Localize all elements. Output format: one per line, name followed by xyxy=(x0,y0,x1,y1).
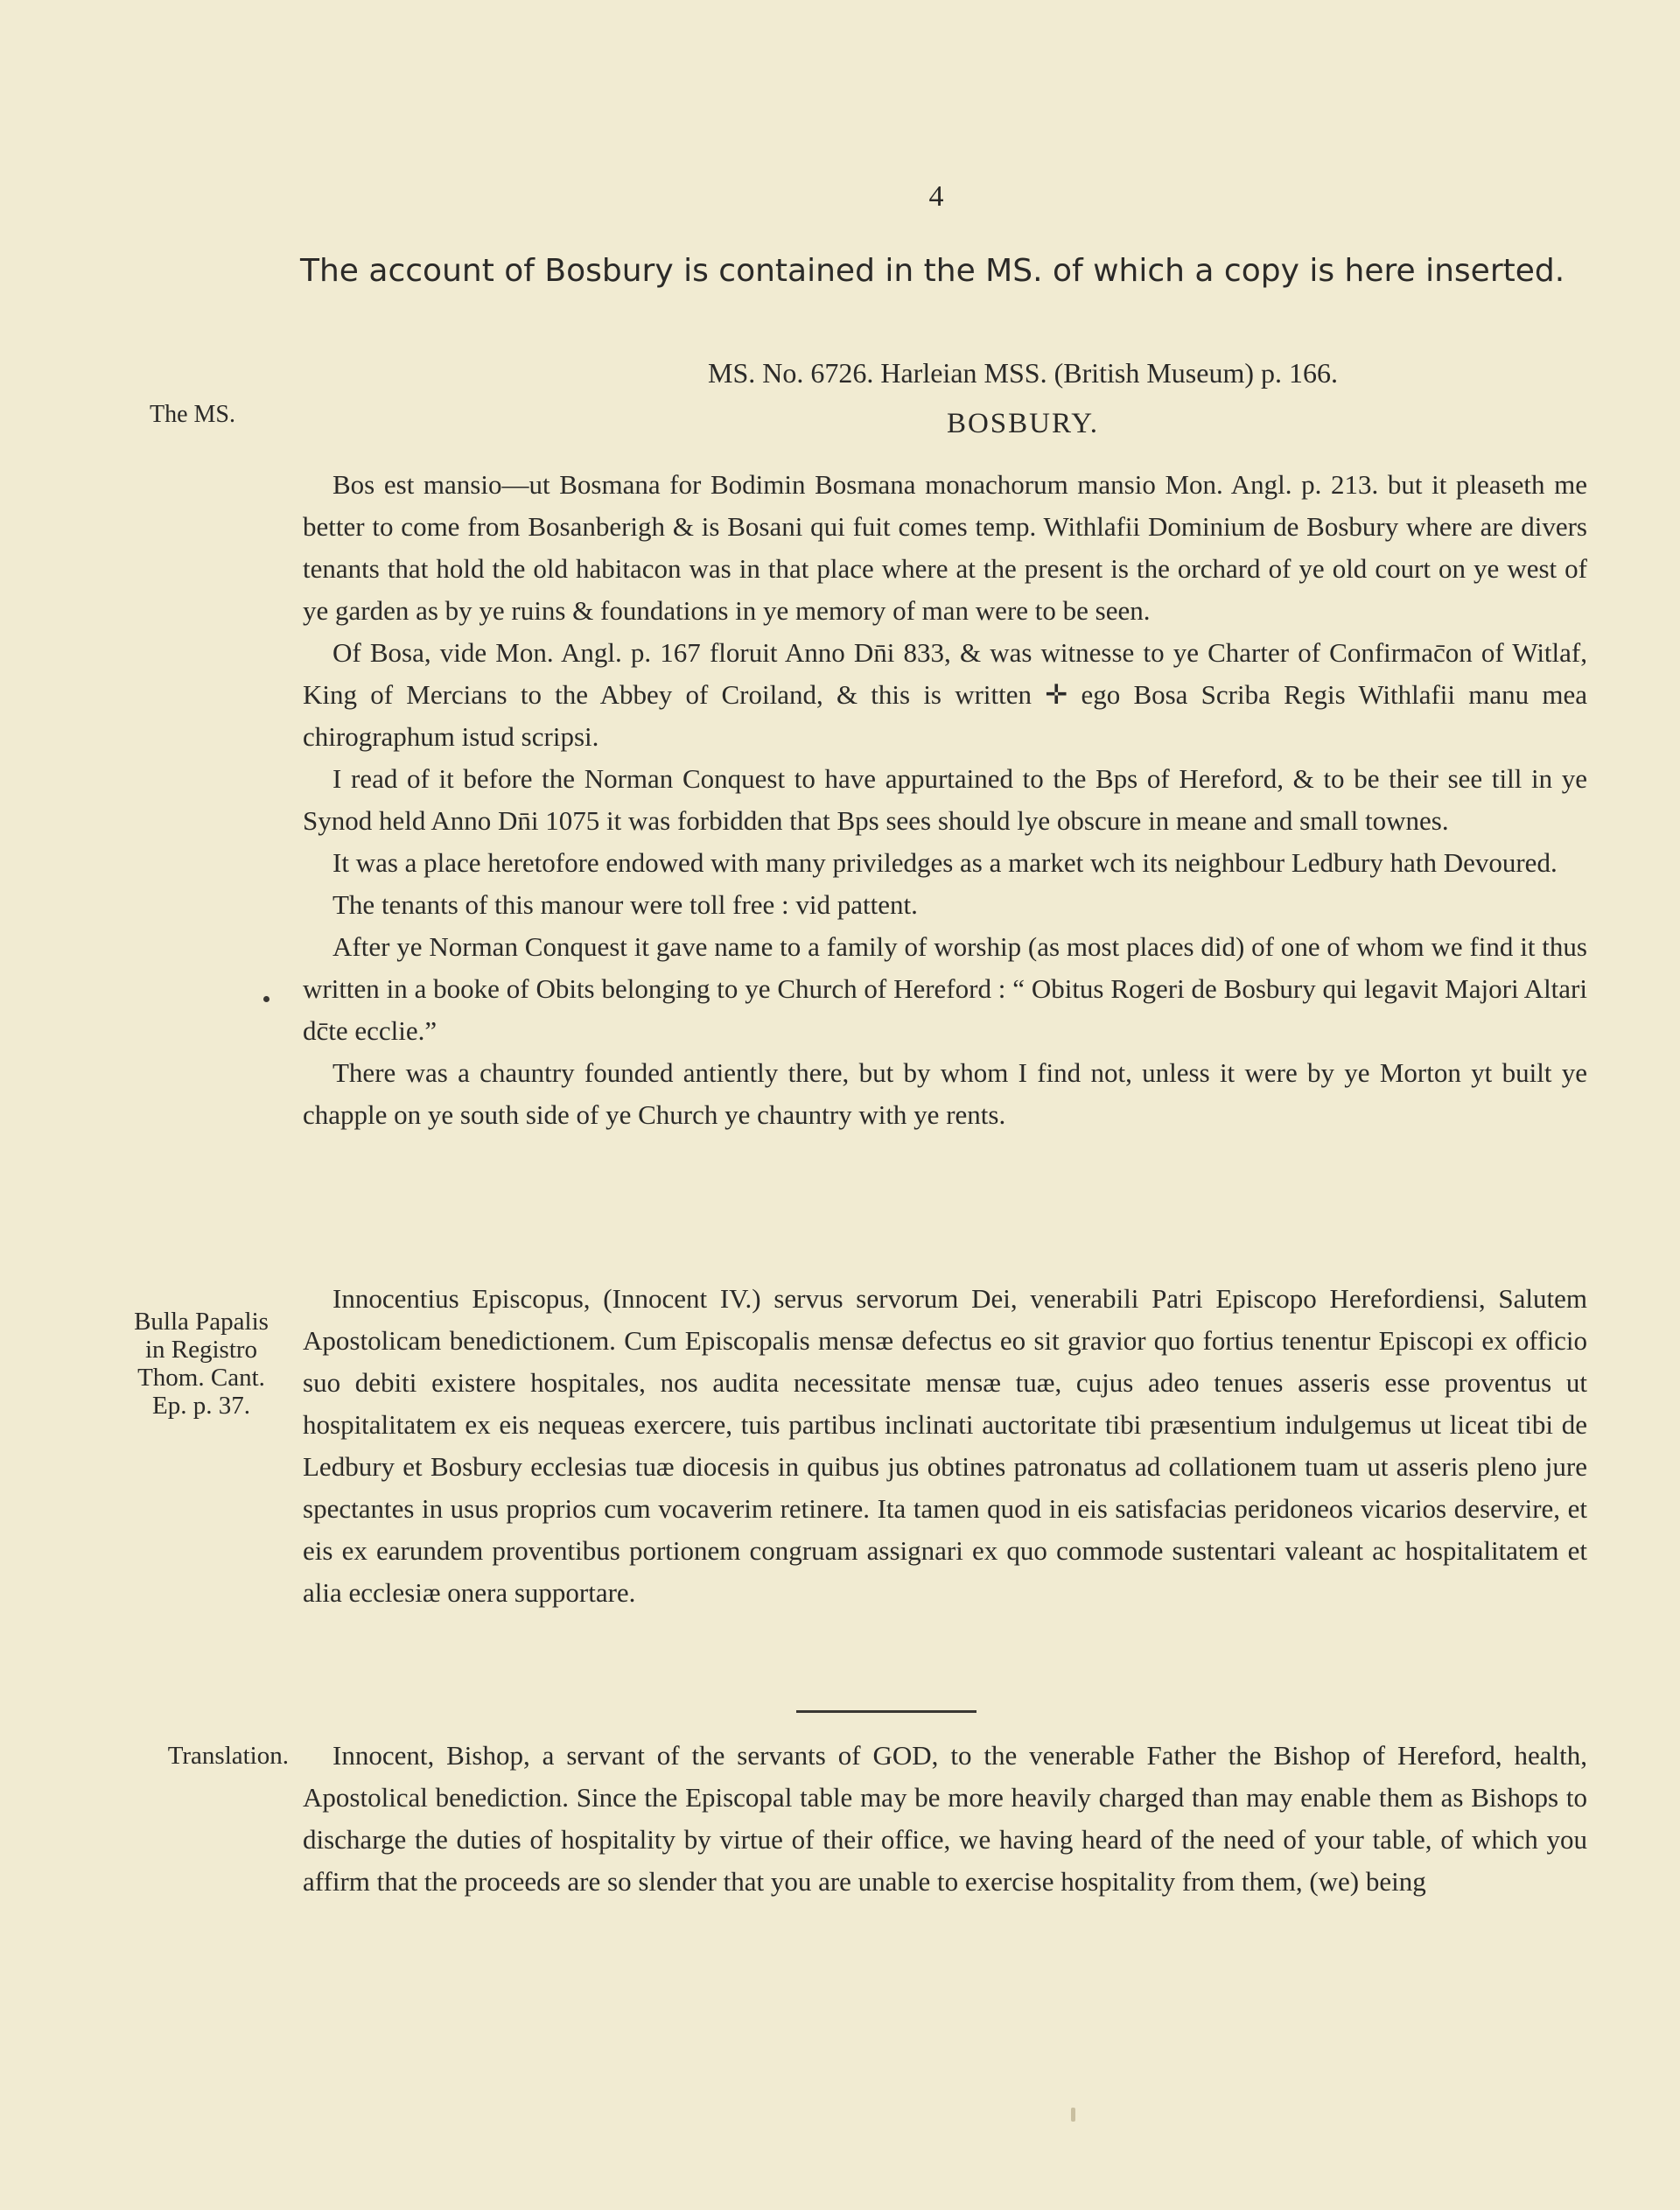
paragraph: There was a chauntry founded antiently there, but by whom I find not, unless it were by ye Morton yt built ye chapple on ye south side of ye Church ye chauntry with ye rents. xyxy=(303,1057,1587,1130)
section-divider xyxy=(796,1710,976,1713)
paragraph: It was a place heretofore endowed with many priviledges as a market wch its neighbour Ledbury hath Devoured. xyxy=(332,847,1558,878)
margin-note-line: Ep. p. 37. xyxy=(152,1392,250,1420)
manuscript-text xyxy=(303,464,1587,1136)
margin-note-line: in Registro xyxy=(144,1336,258,1364)
margin-note-translation: Translation. xyxy=(167,1742,289,1770)
manuscript-reference: MS. No. 6726. Harleian MSS. (British Museum) p. 166. xyxy=(708,357,1338,389)
margin-note-bulla xyxy=(105,1308,298,1420)
paragraph: Of Bosa, vide Mon. Angl. p. 167 floruit Anno Dn̄i 833, & was witnesse to ye Charter of Confirmac̄on of Witlaf, King of Mercians to the Abbey of Croiland, & this is written ✛ ego Bosa Scriba Regis Withlafii manu mea chirographum istud scripsi. xyxy=(303,637,1587,752)
paragraph: I read of it before the Norman Conquest to have appurtained to the Bps of Hereford, & to be their see till in ye Synod held Anno Dn̄i 1075 it was forbidden that Bps sees should lye obscure in meane and small townes. xyxy=(303,763,1587,836)
margin-note-line: Thom. Cant. xyxy=(137,1364,265,1392)
translation-text xyxy=(303,1735,1587,1903)
paragraph: Innocentius Episcopus, (Innocent IV.) servus servorum Dei, venerabili Patri Episcopo Herefordiensi, Salutem Apostolicam benedictionem. Cum Episcopalis mensæ defectus eo sit gravior quo fortius tenentur Episcopi ex officio suo debiti existere hospitales, nos audita necessitate mensæ tuæ, cujus adeo tenues asseris esse proventus ut hospitalitatem ex eis nequeas exercere, tuis partibus inclinati auctoritate tibi præsentium indulgemus ut liceat tibi de Ledbury et Bosbury ecclesias tuæ diocesis in quibus jus obtines patronatus ad collationem tuam ut asseris pleno jure spectantes in usus proprios cum vocaverim retinere. Ita tamen quod in eis satisfacias peridoneos vicarios deservire, et eis ex earundem proventibus portionem congruam assignari ex quo commode sustentari valeant ac hospitalitatem et alia ecclesiæ onera supportare. xyxy=(303,1283,1587,1608)
page-number: 4 xyxy=(928,180,944,213)
intro-text: The account of Bosbury is contained in the MS. of which a copy is here inserted. xyxy=(300,253,1565,289)
latin-bull-text xyxy=(303,1278,1587,1614)
paragraph: Bos est mansio—ut Bosmana for Bodimin Bosmana monachorum mansio Mon. Angl. p. 213. but it pleaseth me better to come from Bosanberigh & is Bosani qui fuit comes temp. Withlafii Dominium de Bosbury where are divers tenants that hold the old habitacon was in that place where at the present is the orchard of ye old court on ye west of ye garden as by ye ruins & foundations in ye memory of man were to be seen. xyxy=(303,469,1587,626)
section-title: BOSBURY. xyxy=(946,408,1100,439)
margin-note-ms: The MS. xyxy=(150,401,235,428)
paper-speck xyxy=(1071,2108,1075,2122)
paragraph: Innocent, Bishop, a servant of the servants of GOD, to the venerable Father the Bishop of Hereford, health, Apostolical benediction. Since the Episcopal table may be more heavily charged than may enable them as Bishops to discharge the duties of hospitality by virtue of their office, we having heard of the need of your table, of which you affirm that the proceeds are so slender that you are unable to exercise hospitality from them, (we) being xyxy=(303,1740,1587,1897)
paragraph: After ye Norman Conquest it gave name to a family of worship (as most places did) of one of whom we find it thus written in a booke of Obits belonging to ye Church of Hereford : “ Obitus Rogeri de Bosbury qui legavit Majori Altari dc̄te ecclie.” xyxy=(303,931,1587,1046)
margin-note-line: Bulla Papalis xyxy=(134,1308,269,1336)
margin-bullet-mark xyxy=(263,996,270,1002)
paragraph: The tenants of this manour were toll free : vid pattent. xyxy=(332,889,918,920)
